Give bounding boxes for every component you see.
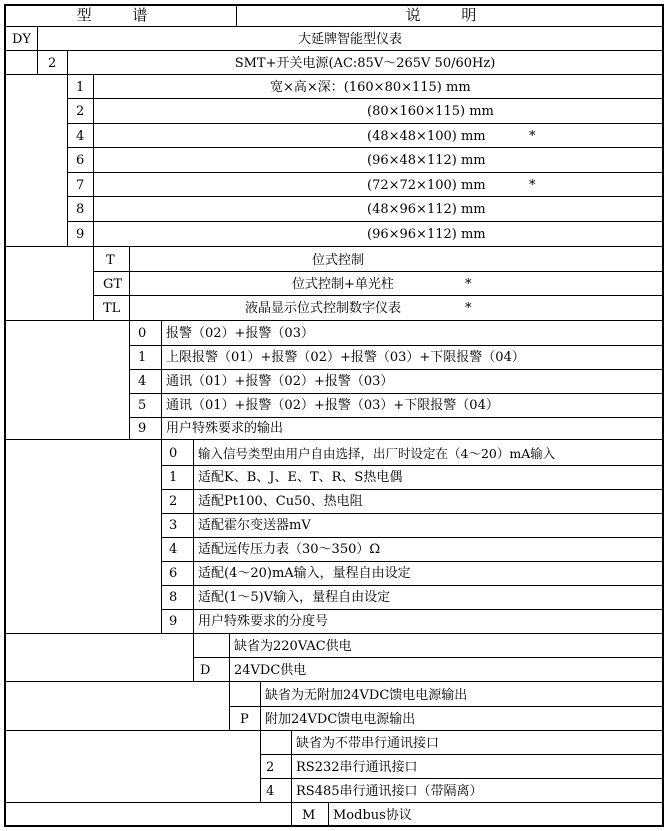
col-line bbox=[193, 439, 194, 633]
group-rule bbox=[4, 802, 664, 803]
code-cell: M bbox=[302, 808, 316, 823]
desc-cell: 适配(4～20)mA输入，量程自由设定 bbox=[198, 566, 411, 581]
desc-cell: 位式控制 bbox=[312, 253, 365, 268]
col-line bbox=[260, 730, 261, 802]
col-line bbox=[93, 246, 94, 320]
code-cell: GT bbox=[103, 277, 123, 292]
row-rule bbox=[260, 778, 664, 779]
desc-cell: RS232串行通讯接口 bbox=[296, 760, 418, 775]
code-cell: 4 bbox=[138, 374, 147, 389]
row-rule bbox=[260, 754, 664, 755]
row-rule bbox=[67, 98, 664, 99]
code-cell: 2 bbox=[266, 760, 275, 775]
code-cell: P bbox=[240, 712, 249, 727]
row-rule bbox=[67, 147, 664, 148]
code-cell: 9 bbox=[76, 227, 85, 242]
row-rule bbox=[129, 417, 664, 418]
col-line bbox=[161, 439, 162, 633]
code-cell: TL bbox=[103, 301, 121, 316]
mark-cell: * bbox=[465, 301, 472, 316]
code-cell: 1 bbox=[138, 350, 147, 365]
desc-cell: 用户特殊要求的分度号 bbox=[198, 614, 329, 629]
desc-cell: 24VDC供电 bbox=[234, 663, 307, 678]
row-rule bbox=[161, 585, 664, 586]
group-rule bbox=[4, 439, 664, 440]
code-cell: 2 bbox=[48, 56, 57, 71]
desc-cell: 适配远传压力表（30～350）Ω bbox=[198, 542, 381, 557]
row-rule bbox=[161, 489, 664, 490]
row-rule bbox=[161, 537, 664, 538]
row-rule bbox=[67, 172, 664, 173]
group-rule bbox=[4, 730, 664, 731]
desc-cell: 适配(1～5)V输入，量程自由设定 bbox=[198, 590, 391, 605]
row-rule bbox=[161, 513, 664, 514]
code-cell: 6 bbox=[169, 566, 178, 581]
desc-cell: 用户特殊要求的输出 bbox=[166, 421, 284, 436]
group-rule bbox=[4, 320, 664, 321]
code-cell: 9 bbox=[169, 614, 178, 629]
row-rule bbox=[4, 74, 664, 75]
desc-cell: (96×96×112) mm bbox=[367, 227, 486, 242]
code-cell: 6 bbox=[76, 153, 85, 168]
desc-cell: Modbus协议 bbox=[333, 808, 412, 823]
desc-cell: (48×96×112) mm bbox=[367, 202, 486, 217]
row-rule bbox=[4, 50, 664, 51]
code-cell: 7 bbox=[76, 178, 85, 193]
row-rule bbox=[161, 465, 664, 466]
row-rule bbox=[129, 393, 664, 394]
code-cell: 3 bbox=[169, 518, 178, 533]
desc-cell: (72×72×100) mm bbox=[367, 178, 486, 193]
row-rule bbox=[161, 561, 664, 562]
desc-cell: 适配K、B、J、E、T、R、S热电偶 bbox=[198, 470, 403, 485]
col-line bbox=[37, 50, 38, 74]
code-cell: DY bbox=[12, 32, 32, 47]
code-cell: T bbox=[106, 253, 115, 268]
code-cell: 8 bbox=[76, 202, 85, 217]
desc-cell: 输入信号类型由用户自由选择，出厂时设定在（4～20）mA输入 bbox=[198, 446, 556, 461]
desc-cell: 通讯（01）+报警（02）+报警（03） bbox=[166, 374, 394, 389]
desc-cell: 报警（02）+报警（03） bbox=[166, 326, 314, 341]
code-cell: 5 bbox=[138, 398, 147, 413]
desc-cell: (48×48×100) mm bbox=[367, 129, 486, 144]
row-rule bbox=[93, 295, 664, 296]
code-cell: 9 bbox=[138, 421, 147, 436]
desc-cell: 位式控制+单光柱 bbox=[292, 277, 394, 292]
row-rule bbox=[229, 706, 664, 707]
mark-cell: * bbox=[465, 277, 472, 292]
desc-cell: 缺省为无附加24VDC馈电电源输出 bbox=[265, 688, 468, 703]
header-divider bbox=[236, 4, 237, 26]
desc-cell: (96×48×112) mm bbox=[367, 153, 486, 168]
row-rule bbox=[193, 657, 664, 658]
col-line bbox=[161, 320, 162, 439]
header-rule bbox=[4, 26, 664, 27]
row-rule bbox=[161, 609, 664, 610]
col-line bbox=[328, 802, 329, 827]
code-cell: D bbox=[200, 663, 211, 678]
mark-cell: * bbox=[529, 178, 536, 193]
row-rule bbox=[67, 196, 664, 197]
desc-cell: 液晶显示位式控制数字仪表 bbox=[245, 301, 402, 316]
desc-cell: 宽×高×深：(160×80×115) mm bbox=[270, 80, 471, 95]
code-cell: 4 bbox=[266, 784, 275, 799]
header-model: 型 谱 bbox=[76, 6, 166, 24]
group-rule bbox=[4, 681, 664, 682]
col-line bbox=[129, 320, 130, 439]
col-line bbox=[37, 26, 38, 50]
mark-cell: * bbox=[529, 129, 536, 144]
code-cell: 1 bbox=[76, 80, 85, 95]
desc-cell: 通讯（01）+报警（02）+报警（03）+下限报警（04） bbox=[166, 398, 499, 413]
col-line bbox=[291, 730, 292, 802]
desc-cell: 缺省为220VAC供电 bbox=[234, 639, 352, 654]
code-cell: 8 bbox=[169, 590, 178, 605]
group-rule bbox=[4, 633, 664, 634]
desc-cell: 适配霍尔变送器mV bbox=[198, 518, 311, 533]
row-rule bbox=[67, 123, 664, 124]
desc-cell: 上限报警（01）+报警（02）+报警（03）+下限报警（04） bbox=[166, 350, 525, 365]
desc-cell: (80×160×115) mm bbox=[367, 104, 494, 119]
col-line bbox=[67, 50, 68, 74]
desc-cell: RS485串行通讯接口（带隔离） bbox=[296, 784, 483, 799]
code-cell: 0 bbox=[169, 446, 178, 461]
desc-cell: 大延牌智能型仪表 bbox=[297, 32, 402, 47]
code-cell: 1 bbox=[169, 470, 178, 485]
desc-cell: 缺省为不带串行通讯接口 bbox=[296, 736, 440, 751]
col-line bbox=[129, 246, 130, 320]
desc-cell: 适配Pt100、Cu50、热电阻 bbox=[198, 494, 363, 509]
code-cell: 4 bbox=[169, 542, 178, 557]
group-rule bbox=[4, 246, 664, 247]
header-description: 说 明 bbox=[405, 6, 495, 24]
col-line bbox=[291, 802, 292, 827]
code-cell: 4 bbox=[76, 129, 85, 144]
code-cell: 2 bbox=[76, 104, 85, 119]
row-rule bbox=[129, 369, 664, 370]
row-rule bbox=[67, 221, 664, 222]
code-cell: 0 bbox=[138, 326, 147, 341]
code-cell: 2 bbox=[169, 494, 178, 509]
desc-cell: SMT+开关电源(AC:85V～265V 50/60Hz) bbox=[234, 56, 496, 71]
row-rule bbox=[93, 271, 664, 272]
desc-cell: 附加24VDC馈电电源输出 bbox=[265, 712, 416, 727]
row-rule bbox=[129, 345, 664, 346]
